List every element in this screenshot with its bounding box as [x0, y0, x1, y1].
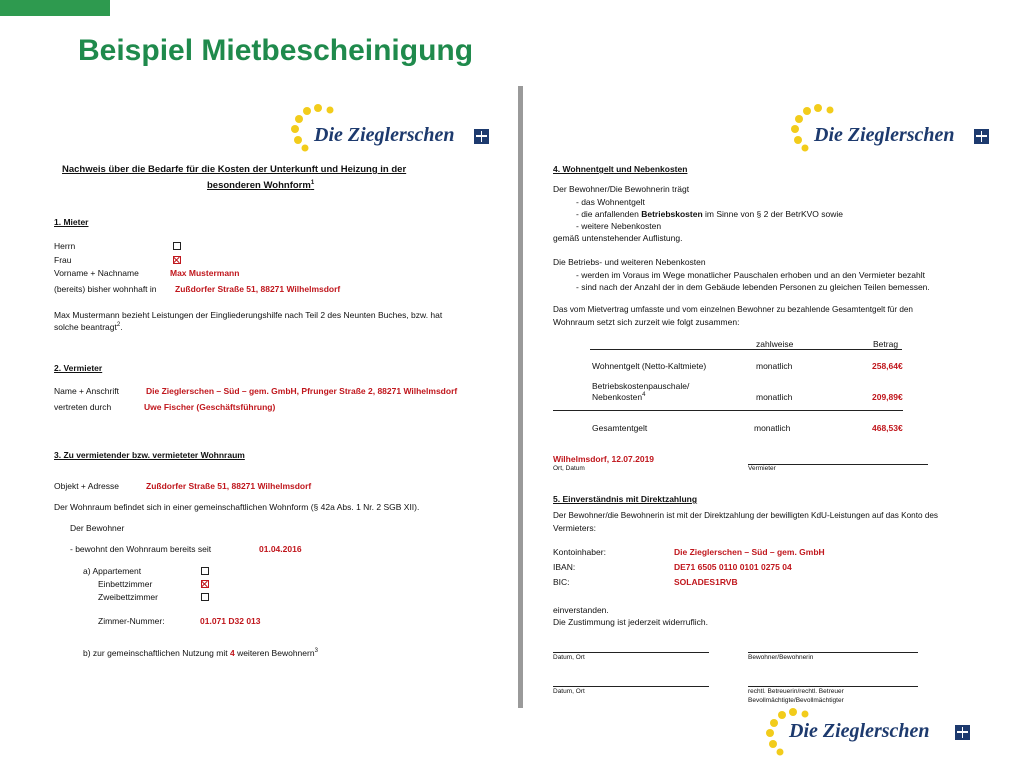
- heading-footnote: 1: [310, 180, 315, 186]
- iban-label: IBAN:: [553, 562, 576, 572]
- landlord-address-label: Name + Anschrift: [54, 386, 119, 396]
- logo-cross-icon: [955, 725, 970, 740]
- zweibettzimmer-checkbox[interactable]: [201, 593, 209, 601]
- row-gesamt-freq: monatlich: [754, 423, 791, 433]
- einverstanden-text: einverstanden.: [553, 605, 609, 615]
- col-header-betrag: Betrag: [873, 339, 899, 349]
- shared-use-post: weiteren Bewohnern: [237, 648, 315, 658]
- page-divider: [518, 86, 523, 708]
- signature-bewohner-label: Bewohner/Bewohnerin: [748, 654, 814, 661]
- shared-use-footnote: 3: [314, 648, 318, 655]
- para-end: .: [120, 322, 123, 332]
- represented-value: Uwe Fischer (Geschäftsführung): [144, 402, 276, 412]
- herrn-checkbox[interactable]: [173, 242, 181, 250]
- section-2-title: 2. Vermieter: [54, 363, 103, 373]
- kontoinhaber-value: Die Zieglerschen – Süd – gem. GmbH: [674, 547, 825, 557]
- eingliederung-line1: Max Mustermann bezieht Leistungen der Eingliederungshilfe nach Teil 2 des Neunten Buches, bzw. hat: [54, 310, 443, 320]
- logo-cross-icon: [474, 129, 489, 144]
- bullet-wohnentgelt: - das Wohnentgelt: [576, 197, 645, 207]
- logo-left: [290, 102, 500, 154]
- row-betriebskosten-label1: Betriebskostenpauschale/: [592, 381, 690, 391]
- row-wohnentgelt-freq: monatlich: [756, 361, 793, 371]
- signature-date-label-1: Datum, Ort: [553, 654, 585, 661]
- gesamtentgelt-para-line1: Das vom Mietvertrag umfasste und vom einzelnen Bewohner zu bezahlende Gesamtentgelt für den: [553, 305, 913, 314]
- shared-use-count: 4: [229, 648, 235, 658]
- bewohner-label: Der Bewohner: [70, 523, 125, 533]
- direktzahlung-line2: Vermieters:: [553, 523, 596, 533]
- logo-cross-icon: [974, 129, 989, 144]
- object-value: Zußdorfer Straße 51, 88271 Wilhelmsdorf: [146, 481, 312, 491]
- kontoinhaber-label: Kontoinhaber:: [553, 547, 606, 557]
- row-betriebskosten-freq: monatlich: [756, 392, 793, 402]
- heading-text: besonderen Wohnform: [207, 180, 311, 192]
- bullet-bold: Betriebskosten: [641, 209, 703, 219]
- option-zweibettzimmer: Zweibettzimmer: [98, 592, 158, 602]
- col-header-zahlweise: zahlweise: [756, 339, 794, 349]
- bullet-post: im Sinne von § 2 der BetrKVO sowie: [705, 209, 843, 219]
- option-appartement: a) Appartement: [83, 566, 142, 576]
- signature-betreuer-label2: Bevollmächtigte/Bevollmächtigter: [748, 697, 844, 704]
- row-footnote: 4: [642, 392, 646, 399]
- bic-label: BIC:: [553, 577, 570, 587]
- table-sum-line: [553, 410, 903, 411]
- name-value: Max Mustermann: [170, 268, 240, 278]
- section-3-title: 3. Zu vermietender bzw. vermieteter Wohnraum: [54, 450, 245, 460]
- signature-betreuer-label1: rechtl. Betreuerin/rechtl. Betreuer: [748, 688, 844, 695]
- left-heading-line2: [207, 180, 314, 191]
- room-number-label: Zimmer-Nummer:: [98, 616, 165, 626]
- betriebs-text: Die Betriebs- und weiteren Nebenkosten: [553, 257, 706, 267]
- section-1-title: 1. Mieter: [54, 217, 89, 227]
- section-4-title: 4. Wohnentgelt und Nebenkosten: [553, 164, 688, 174]
- signature-line-bewohner: [748, 652, 918, 653]
- place-date-label: Ort, Datum: [553, 465, 585, 472]
- logo-text: Die Zieglerschen: [789, 720, 930, 742]
- place-date-value: Wilhelmsdorf, 12.07.2019: [553, 454, 655, 464]
- iban-value: DE71 6505 0110 0101 0275 04: [674, 562, 792, 572]
- eingliederung-line2: [54, 322, 123, 332]
- row-label-text: Nebenkosten: [592, 392, 643, 402]
- row-gesamt-amount: 468,53€: [872, 423, 903, 433]
- signature-line-date-1: [553, 652, 709, 653]
- prev-address-label: (bereits) bisher wohnhaft in: [54, 284, 157, 294]
- shared-use-pre: b) zur gemeinschaftlichen Nutzung mit: [83, 648, 228, 658]
- gemaess-text: gemäß untenstehender Auflistung.: [553, 233, 683, 243]
- name-label: Vorname + Nachname: [54, 268, 139, 278]
- bullet-pre: - die anfallenden: [576, 209, 639, 219]
- frau-checkbox[interactable]: [173, 256, 181, 264]
- einbettzimmer-checkbox[interactable]: [201, 580, 209, 588]
- signature-line-date-2: [553, 686, 709, 687]
- option-shared-use: [83, 648, 318, 658]
- logo-text: Die Zieglerschen: [814, 124, 955, 146]
- logo-right-top: [790, 102, 1000, 154]
- object-label: Objekt + Adresse: [54, 481, 119, 491]
- traegt-text: Der Bewohner/Die Bewohnerin trägt: [553, 184, 690, 194]
- row-betriebskosten-amount: 209,89€: [872, 392, 903, 402]
- logo-text: Die Zieglerschen: [314, 124, 455, 146]
- bullet-bemessung: - sind nach der Anzahl der in dem Gebäude lebenden Personen zu gleichen Teilen bemessen.: [576, 282, 930, 292]
- table-header-line: [590, 349, 902, 350]
- zustimmung-text: Die Zustimmung ist jederzeit widerruflich.: [553, 617, 708, 627]
- gesamtentgelt-para-line2: Wohnraum setzt sich zurzeit wie folgt zusammen:: [553, 317, 740, 327]
- row-wohnentgelt-label: Wohnentgelt (Netto-Kaltmiete): [592, 361, 707, 371]
- prev-address-value: Zußdorfer Straße 51, 88271 Wilhelmsdorf: [175, 284, 341, 294]
- frau-label: Frau: [54, 255, 72, 265]
- since-value: 01.04.2016: [259, 544, 302, 554]
- option-einbettzimmer: Einbettzimmer: [98, 579, 153, 589]
- bullet-betriebskosten: [576, 209, 843, 219]
- para-footnote: 2: [116, 322, 121, 329]
- signature-date-label-2: Datum, Ort: [553, 688, 585, 695]
- signature-line-betreuer: [748, 686, 918, 687]
- slide-title: Beispiel Mietbescheinigung: [78, 34, 474, 67]
- para-text: solche beantragt: [54, 322, 117, 332]
- section-5-title: 5. Einverständnis mit Direktzahlung: [553, 494, 698, 504]
- logo-right-bottom: [765, 706, 980, 758]
- appartement-checkbox[interactable]: [201, 567, 209, 575]
- accent-bar: [0, 0, 110, 16]
- landlord-address-value: Die Zieglerschen – Süd – gem. GmbH, Pfrunger Straße 2, 88271 Wilhelmsdorf: [146, 386, 458, 396]
- vermieter-label: Vermieter: [748, 465, 776, 472]
- wohnform-text: Der Wohnraum befindet sich in einer gemeinschaftlichen Wohnform (§ 42a Abs. 1 Nr. 2 SGB XII).: [54, 502, 420, 512]
- left-heading-line1: Nachweis über die Bedarfe für die Kosten der Unterkunft und Heizung in der: [62, 164, 407, 175]
- row-wohnentgelt-amount: 258,64€: [872, 361, 903, 371]
- bic-value: SOLADES1RVB: [674, 577, 738, 587]
- bullet-pauschalen: - werden im Voraus im Wege monatlicher Pauschalen erhoben und an den Vermieter bezahlt: [576, 270, 926, 280]
- bullet-nebenkosten: - weitere Nebenkosten: [576, 221, 662, 231]
- room-number-value: 01.071 D32 013: [200, 616, 261, 626]
- direktzahlung-line1: Der Bewohner/die Bewohnerin ist mit der Direktzahlung der bewilligten KdU-Leistungen auf das Konto des: [553, 511, 939, 520]
- herrn-label: Herrn: [54, 241, 76, 251]
- row-gesamt-label: Gesamtentgelt: [592, 423, 648, 433]
- since-label: - bewohnt den Wohnraum bereits seit: [70, 544, 212, 554]
- row-betriebskosten-label2: [592, 392, 645, 402]
- represented-label: vertreten durch: [54, 402, 112, 412]
